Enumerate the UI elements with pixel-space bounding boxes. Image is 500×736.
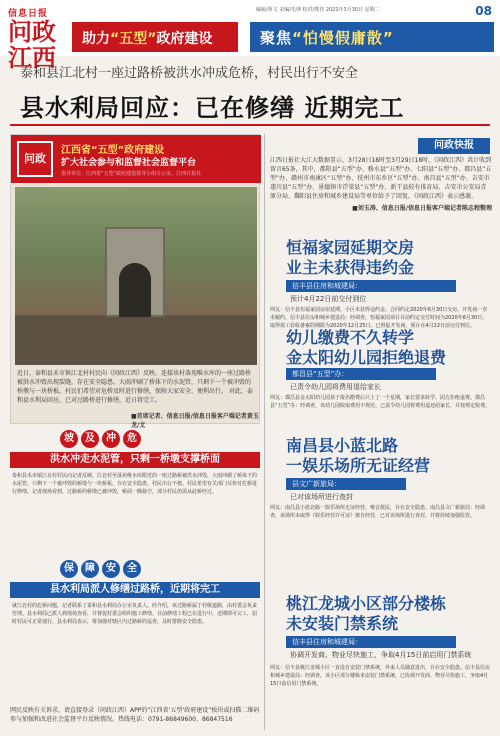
promo-title: 江西省“五型”政府建设 <box>61 145 165 156</box>
story2-agency-bar: 都昌县“五型”办： <box>286 368 436 380</box>
story1-headline[interactable] <box>286 238 414 278</box>
newspaper-logo[interactable] <box>8 6 70 72</box>
headline-rule <box>10 124 490 126</box>
pill-char: 保 <box>60 560 78 578</box>
story1-body: 网友：信丰县恒福家园房屋延期，小区未获得违约金。合同约定2020年6月30日交房，开发商一直未履约。信丰县住房和城乡建设局：经调查，恒福家园项目目前约定交付时间为2020年6月30日，取得竣工验收备案的期限为2020年12月25日。已督促开发商，预计在4月22日前交付到位。 <box>270 307 488 329</box>
pill-char: 坡 <box>60 430 78 448</box>
promo-guide: 指导单位：江西省“五型”政府建设领导小组办公室、江西日报社 <box>61 171 202 177</box>
story4-headline[interactable] <box>286 594 446 634</box>
story2-headline-line2: 金太阳幼儿园拒绝退费 <box>286 348 447 367</box>
story3-agency-bar: 县文广新旅局： <box>286 478 406 490</box>
section2-text: 就江北村的危桥问题，记者联系了泰和县水利局办公室负责人。经介绍，该过路桥属于村级道路，由村委会负责管理。县水利局已派人到现场查看，并督促村委会组织施工修缮。目前修缮工程已在进行中，近期即可完工，届时村民可正常通行。县水利局表示，将加强对辖区内过路桥的巡查，及时排除安全隐患。 <box>12 603 258 625</box>
section-tab-wenzheng-kuaibao[interactable]: 问政快报 <box>418 138 490 154</box>
page-number: 08 <box>475 4 492 18</box>
red-pill-row <box>60 430 141 448</box>
story3-headline-line1: 南昌县小蓝北路 <box>286 436 399 455</box>
band-red-post: 政府建设 <box>156 31 213 47</box>
lead-credit: ■首席记者、信息日报/信息日报客户端记者黄玉龙/文 <box>131 413 259 429</box>
story2-headline-line1: 幼儿缴费不久转学 <box>286 328 415 347</box>
story4-note: 协调开发商、物业尽快施工，争取4月15日前启用门禁系统 <box>290 651 472 659</box>
pill-char: 安 <box>102 560 120 578</box>
right-column <box>270 156 492 212</box>
pill-char: 障 <box>81 560 99 578</box>
band-blue-quote: “怕慢假庸散” <box>292 29 394 47</box>
story3-headline-line2: 一娱乐场所无证经营 <box>286 456 431 475</box>
section-band-red <box>72 22 238 52</box>
section1-text: 泰和县禾市镇江北村村民向记者反映，江北村至落苑唯水库附近的一座过路桥被洪水冲毁，大雨冲刷了桥体下的水泥管，只剩下一个被冲毁的桥墩与一块桥板，存在安全隐患，村民出行不便。村民希望有关部门尽快对危桥进行修缮。记者现场看到，过路桥的桥墩已被冲毁，桥面一侧悬空，部分村民仍需从此桥经过。 <box>12 473 258 495</box>
pill-char: 全 <box>123 560 141 578</box>
story3-headline[interactable] <box>286 436 430 476</box>
section-band-blue <box>250 22 494 52</box>
section2-strip: 县水利局派人修缮过路桥，近期将完工 <box>10 582 260 598</box>
story4-body: 网友：信丰县桃江龙城小区一直没有安装门禁系统，外来人员随意进出，存在安全隐患。信丰县住房和城乡建设局：经调查，该小区部分楼栋未安装门禁系统，已协调开发商、物业尽快施工，争取4月15日前启用门禁系统。 <box>270 665 491 687</box>
story2-headline[interactable] <box>286 328 446 368</box>
story3-body: 网友：南昌县小蓝北路一娱乐场所无证经营，噪音扰民，存在安全隐患。南昌县文广新旅局：经调查，该场所未取得《娱乐经营许可证》擅自经营，已对该场所进行查封，并将持续加强监管。 <box>270 505 486 519</box>
footer-contact: 网民反映有关诉求，请直接登录（问政江西）APP的“江西省‘五型’政府建设”板块或扫描二维码参与加强和改进社会监督平台反映情况。热线电话：0791-86849600、86847516 <box>10 707 260 723</box>
damaged-bridge-pier <box>105 227 165 317</box>
section1-strip: 洪水冲走水泥管，只剩一桥墩支撑桥面 <box>10 452 260 468</box>
story2-body: 网友：都昌县金太阳幼儿园孩子报名缴费后只上了一个星期，家长要求转学，园方拒绝退费。都昌县“五型”办：经调查，该幼儿园收取费用不规范，已责令幼儿园将费用退还给家长，并按规定收费。 <box>270 395 491 409</box>
story1-headline-line1: 恒福家园延期交房 <box>286 238 415 257</box>
logo-big-text: 问政江西 <box>8 18 56 72</box>
promo-strip <box>11 135 261 183</box>
photo-caption: 近日，泰和县禾市镇江北村村民向《问政江西》反映，连接该村落苑唯水库的一座过路桥被洪水冲毁出现裂缝，存在安全隐患。大雨冲刷了桥体下的水泥管，只剩下一个被冲毁的桥墩与一块桥板。村民们希望对危桥及时进行修缮，保障大家安全、便利出行。 对此，泰和县水利局回应，已对过路桥进行修缮，近日将完工。 <box>17 370 253 404</box>
masthead <box>0 0 500 72</box>
bridge-photo[interactable] <box>15 187 257 365</box>
article-headline[interactable]: 县水利局回应：已在修缮 近期完工 <box>20 94 405 122</box>
band-red-pre: 助力 <box>82 31 110 47</box>
blue-pill-row <box>60 560 141 578</box>
wenzheng-badge-icon: 问政 <box>17 141 53 177</box>
column-divider <box>264 134 265 730</box>
pill-char: 危 <box>123 430 141 448</box>
lead-article-box <box>10 134 260 429</box>
promo-subtitle: 扩大社会参与和监督社会监督平台 <box>61 158 197 168</box>
band-blue-pre: 聚焦 <box>260 29 293 47</box>
story3-note: 已对该场所进行查封 <box>290 493 353 501</box>
article-subheadline: 泰和县江北村一座过路桥被洪水冲成危桥，村民出行不安全 <box>20 66 359 81</box>
story4-headline-line2: 未安装门禁系统 <box>286 614 399 633</box>
pill-char: 冲 <box>102 430 120 448</box>
logo-small-text: 信息日报 <box>8 9 49 19</box>
story1-agency-bar: 信丰县住房和城建局： <box>286 280 456 292</box>
story1-note: 预计4月22日前交付到位 <box>290 295 367 303</box>
story4-agency-bar: 信丰县住房和城建局： <box>286 636 456 648</box>
story1-headline-line2: 业主未获得违约金 <box>286 258 415 277</box>
story2-note: 已责令幼儿园将费用退给家长 <box>290 383 381 391</box>
digest-intro: 江西日报社大江大数据显示，3月28日18时至3月29日18时，《问政江西》共计收到留言65条，其中，都阳县“五型”办、修水县“五型”办、七阳县“五型”办、都昌县“五型”办、赣州市南康区“五型”办、抚州市东乡区“五型”办、南昌县“五型”办、吉安市遂川县“五型”办、景德镇市浮梁县“五型”办、新干县较有体育局、吉安市公安局青原分局、鄱阳县住房和城乡建设局等单位给予了回复。《问政江西》表示感谢。 <box>270 157 492 200</box>
digest-credit: ■刘玉涛、信息日报/信息日报客户端记者陈志程整理 <box>352 205 492 212</box>
river-water <box>15 315 257 365</box>
pill-char: 及 <box>81 430 99 448</box>
editor-line: 编辑/黄文 美编/毛坤 校对/熊佳 2021年3月30日 星期二 <box>256 7 380 13</box>
story4-headline-line1: 桃江龙城小区部分楼栋 <box>286 594 447 613</box>
band-red-star: “五型” <box>110 31 157 47</box>
